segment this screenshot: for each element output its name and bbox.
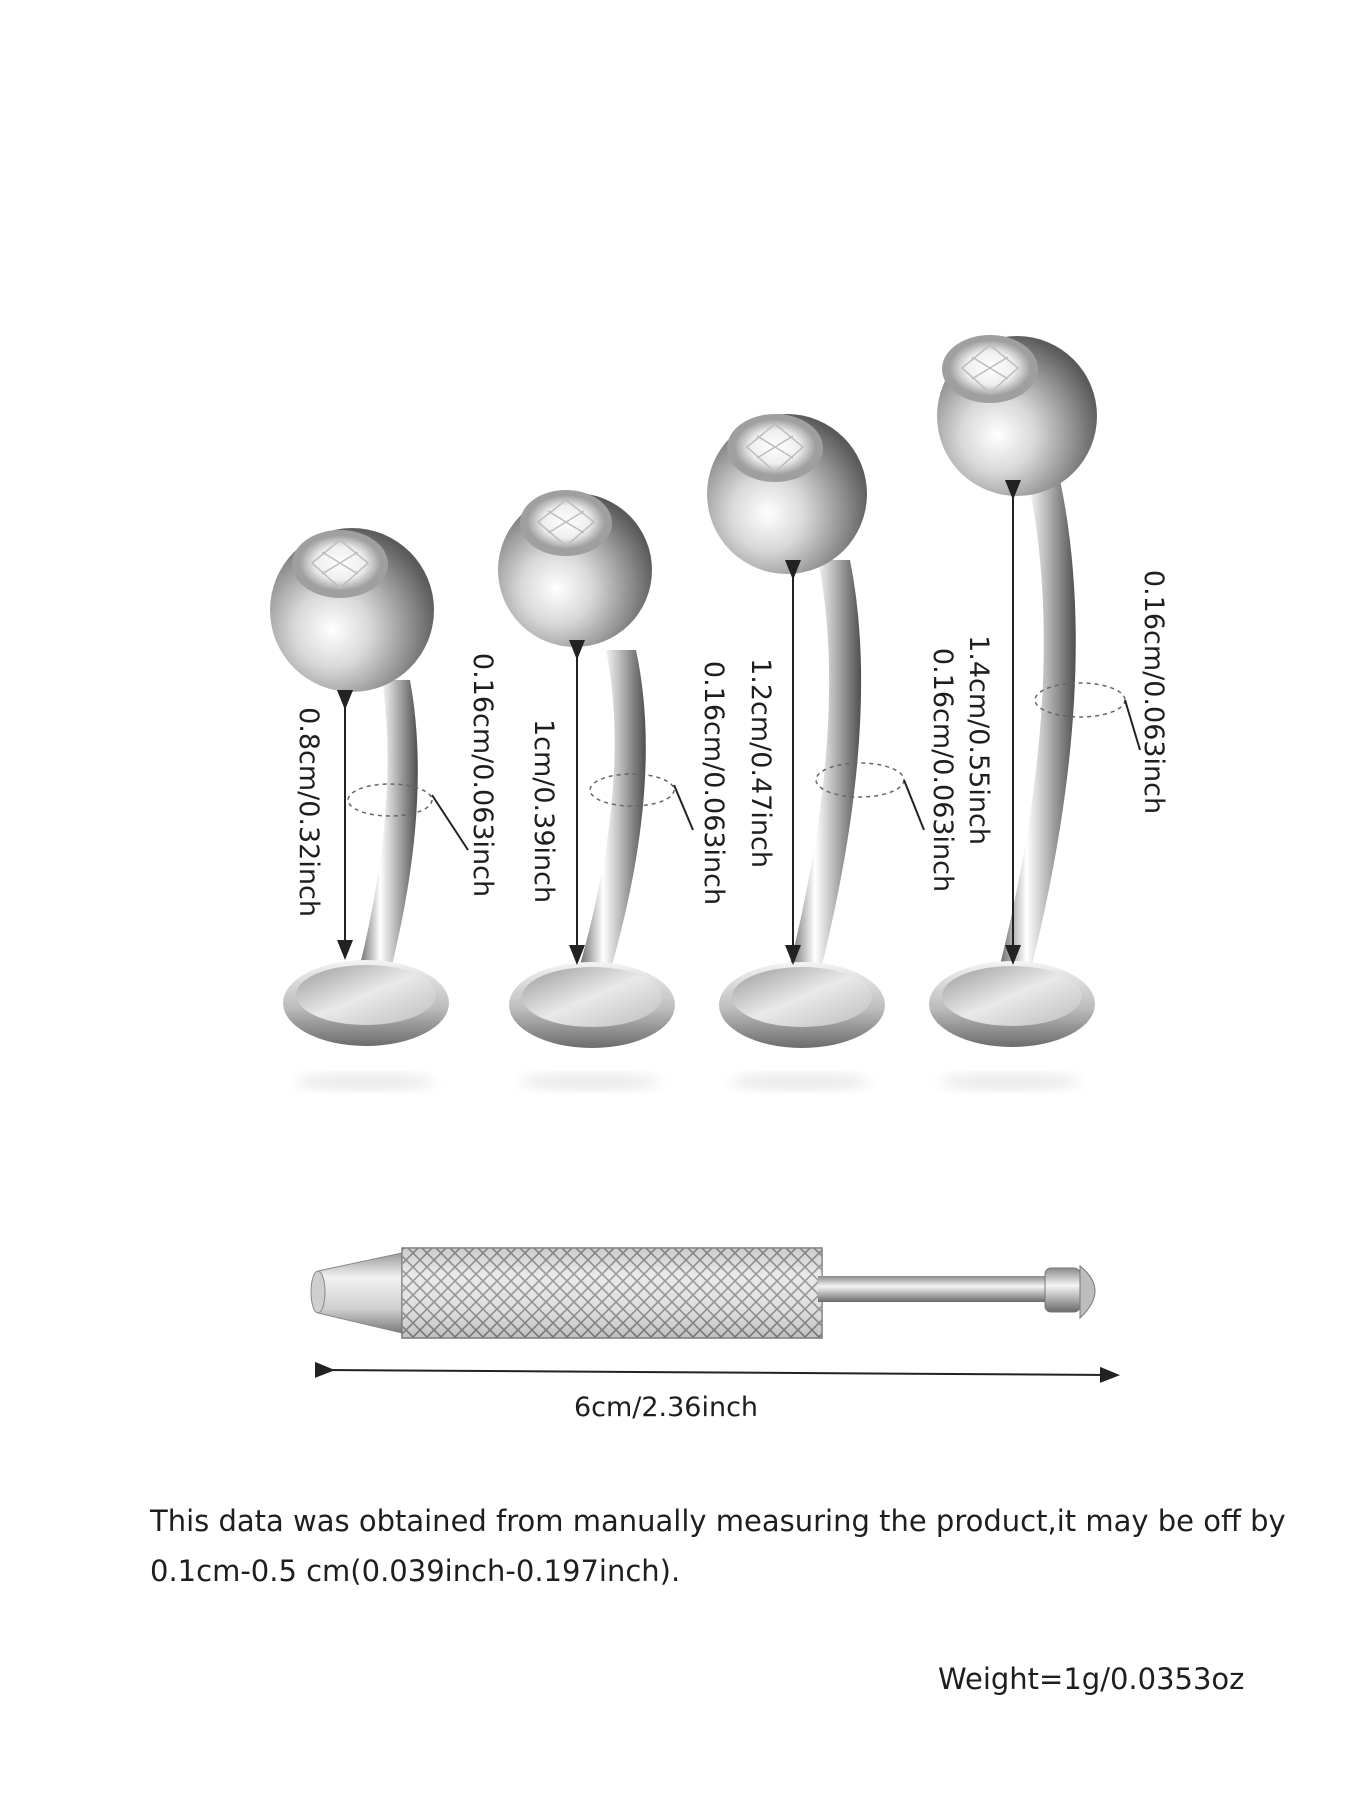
barbell-1cm <box>498 490 675 1090</box>
barbell-1-gauge-label: 0.16cm/0.063inch <box>467 652 498 898</box>
tool-length-label: 6cm/2.36inch <box>573 1392 759 1423</box>
weight-label: Weight=1g/0.0353oz <box>938 1662 1245 1696</box>
barbell-3-length-label: 1.2cm/0.47inch <box>745 658 776 868</box>
barbell-2-length-label: 1cm/0.39inch <box>528 718 559 904</box>
barbell-3-gauge-label: 0.16cm/0.063inch <box>927 647 958 893</box>
barbell-1-length-label: 0.8cm/0.32inch <box>293 707 324 917</box>
gauge-leader-2 <box>674 785 693 830</box>
gauge-leader-3 <box>904 780 924 830</box>
tool-length-arrow <box>325 1370 1110 1375</box>
barbell-2-gauge-label: 0.16cm/0.063inch <box>698 660 729 906</box>
gauge-leader-4 <box>1125 700 1140 750</box>
barbell-4-gauge-label: 0.16cm/0.063inch <box>1138 569 1169 815</box>
gauge-leader-1 <box>432 795 468 850</box>
measurement-disclaimer: This data was obtained from manually measuring the product,it may be off by 0.1cm-0.5 cm(0.039inch-0.197inch). <box>150 1504 1286 1588</box>
barbell-4-length-label: 1.4cm/0.55inch <box>963 635 994 845</box>
barbell-1.2cm <box>707 414 904 1090</box>
insertion-tool <box>311 1248 1095 1338</box>
